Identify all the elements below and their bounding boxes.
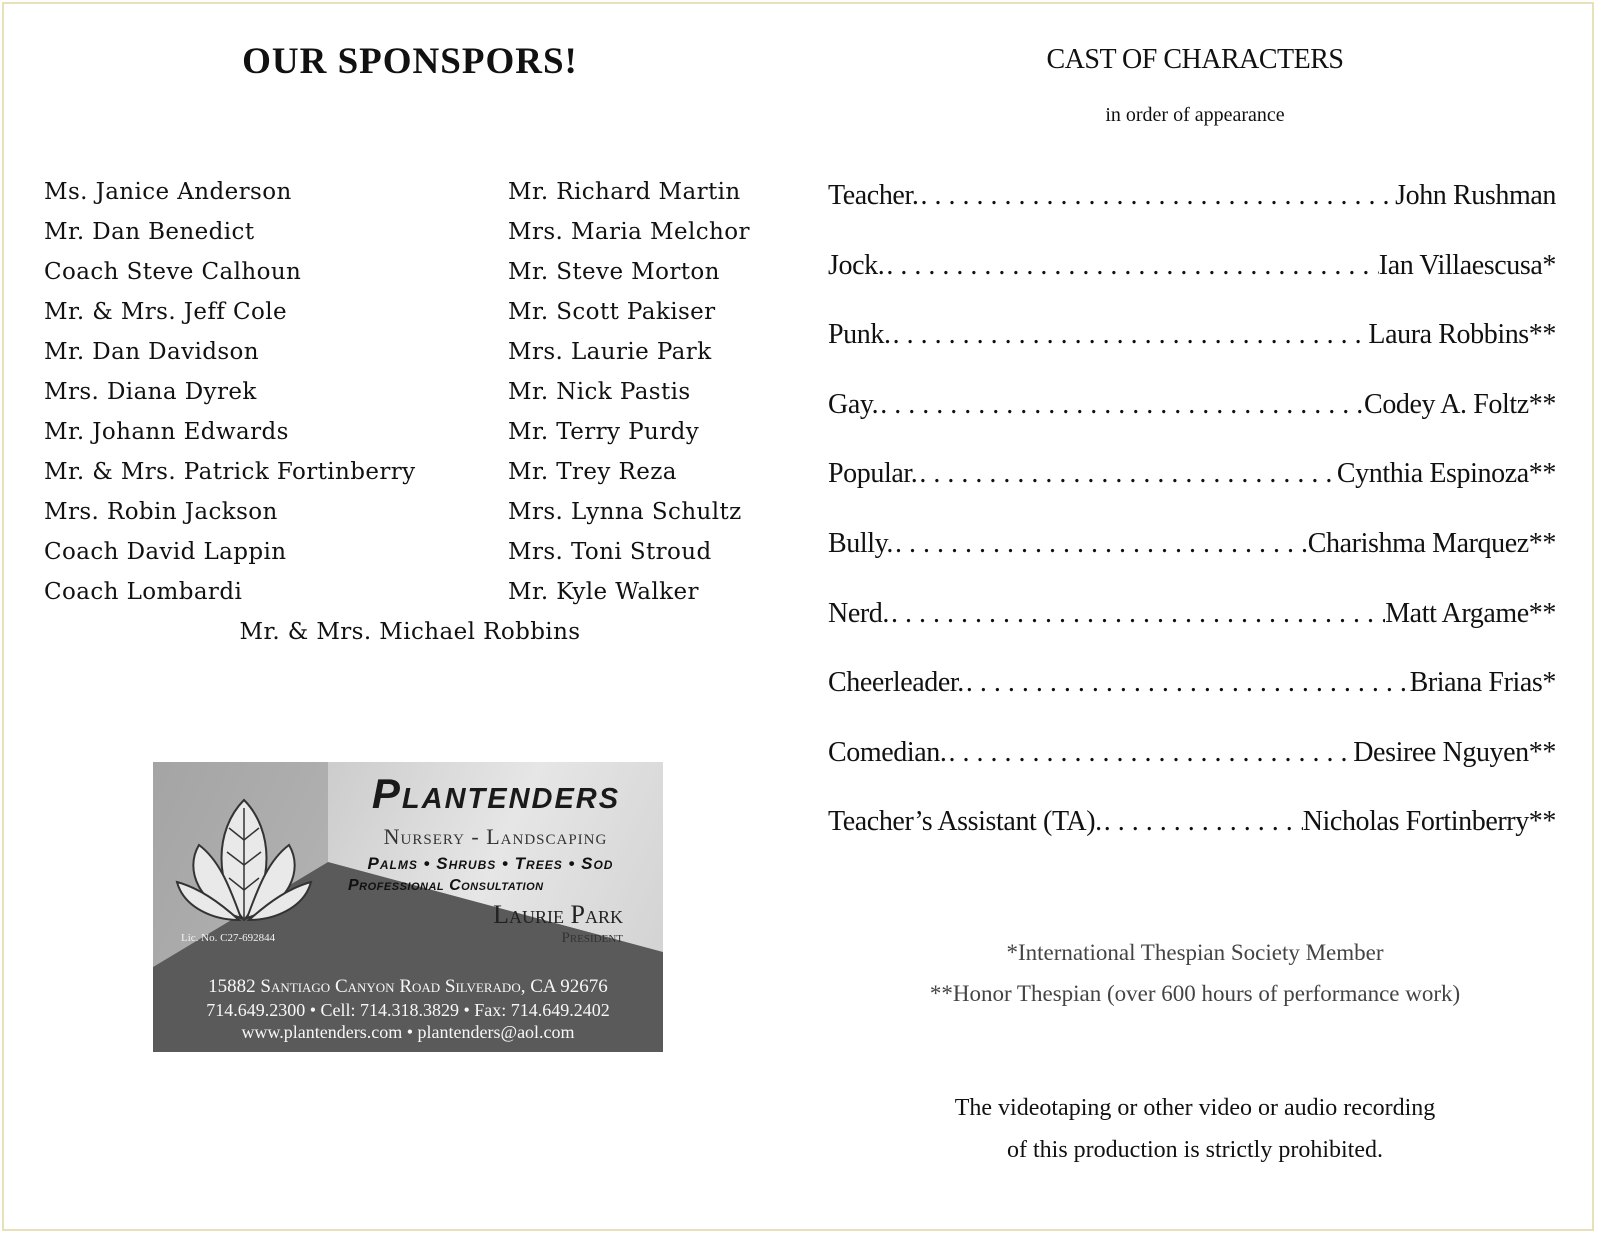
sponsors-list-left <box>44 172 416 612</box>
leaf-logo-icon <box>169 790 319 930</box>
dot-leader <box>884 250 1378 282</box>
card-brand-name: Plantenders <box>371 770 621 817</box>
cast-actor: Matt Argame** <box>1385 597 1556 629</box>
cast-role: Teacher’s Assistant (TA). <box>828 806 1102 838</box>
cast-title: CAST OF CHARACTERS <box>1046 44 1344 75</box>
sponsor-item: Mr. Johann Edwards <box>44 419 289 445</box>
sponsor-item: Mr. Kyle Walker <box>508 579 699 605</box>
dot-leader <box>889 598 1385 630</box>
cast-role: Popular. <box>828 458 918 490</box>
cast-role: Nerd. <box>828 597 889 629</box>
cast-actor: John Rushman <box>1395 180 1556 211</box>
cast-row <box>828 528 1556 598</box>
cast-row <box>828 180 1556 250</box>
dot-leader <box>964 667 1410 699</box>
dot-leader <box>891 319 1369 351</box>
sponsors-list-right <box>508 172 750 612</box>
honor-thespian-note: **Honor Thespian (over 600 hours of performance work) <box>929 981 1461 1006</box>
sponsor-item: Mrs. Laurie Park <box>508 339 712 365</box>
cast-actor: Nicholas Fortinberry** <box>1302 806 1556 838</box>
recording-warning-line1: The videotaping or other video or audio recording <box>954 1095 1436 1121</box>
sponsor-item: Mr. Terry Purdy <box>508 419 700 445</box>
sponsor-item: Ms. Janice Anderson <box>44 179 292 205</box>
card-consultation: Professional Consultation <box>348 877 544 894</box>
sponsor-item: Mr. Nick Pastis <box>508 379 691 405</box>
dot-leader <box>918 180 1395 212</box>
cast-role: Punk. <box>828 319 891 351</box>
sponsor-item: Mr. Dan Benedict <box>44 219 255 245</box>
cast-row <box>828 319 1556 389</box>
sponsor-item-centered: Mr. & Mrs. Michael Robbins <box>239 619 581 645</box>
cast-row <box>828 389 1556 459</box>
sponsor-item: Coach Steve Calhoun <box>44 259 302 285</box>
cast-row <box>828 667 1556 737</box>
card-web: www.plantenders.com • plantenders@aol.com <box>241 1022 575 1042</box>
card-phones: 714.649.2300 • Cell: 714.318.3829 • Fax: 714.649.2402 <box>206 1000 610 1020</box>
dot-leader <box>917 458 1337 490</box>
cast-actor: Desiree Nguyen** <box>1353 736 1556 768</box>
cast-actor: Ian Villaescusa* <box>1378 249 1556 281</box>
sponsor-item: Mr. & Mrs. Patrick Fortinberry <box>44 459 416 485</box>
cast-actor: Briana Frias* <box>1409 667 1556 699</box>
sponsor-item: Mrs. Lynna Schultz <box>508 499 742 525</box>
card-person-name: Laurie Park <box>493 900 623 929</box>
cast-role: Comedian. <box>828 736 947 768</box>
cast-row <box>828 458 1556 528</box>
dot-leader <box>1102 806 1303 838</box>
cast-role: Cheerleader. <box>828 667 964 699</box>
sponsor-item: Mr. Trey Reza <box>508 459 677 485</box>
card-address: 15882 Santiago Canyon Road Silverado, CA 92676 <box>208 976 608 997</box>
sponsor-item: Mr. & Mrs. Jeff Cole <box>44 299 287 325</box>
cast-role: Teacher. <box>828 180 919 211</box>
sponsor-item: Mrs. Maria Melchor <box>508 219 750 245</box>
cast-role: Gay. <box>828 388 879 420</box>
cast-actor: Laura Robbins** <box>1368 319 1556 351</box>
card-license: Lic. No. C27-692844 <box>181 932 276 944</box>
cast-actor: Cynthia Espinoza** <box>1336 458 1556 490</box>
sponsor-item: Mrs. Toni Stroud <box>508 539 712 565</box>
sponsor-item: Mr. Scott Pakiser <box>508 299 716 325</box>
dot-leader <box>947 737 1354 769</box>
cast-row <box>828 598 1556 668</box>
sponsors-title: OUR SPONSPORS! <box>242 41 578 82</box>
card-subtitle: Nursery - Landscaping <box>383 824 608 849</box>
cast-row <box>828 737 1556 807</box>
sponsor-item: Mrs. Diana Dyrek <box>44 379 257 405</box>
cast-row <box>828 250 1556 320</box>
sponsor-item: Coach Lombardi <box>44 579 243 605</box>
cast-subtitle: in order of appearance <box>1105 104 1285 126</box>
card-products: Palms • Shrubs • Trees • Sod <box>367 854 614 873</box>
card-person-role: President <box>561 930 623 946</box>
sponsor-item: Mr. Steve Morton <box>508 259 720 285</box>
dot-leader <box>878 389 1364 421</box>
dot-leader <box>893 528 1308 560</box>
cast-role: Jock. <box>828 249 885 281</box>
sponsor-item: Coach David Lappin <box>44 539 287 565</box>
cast-role: Bully. <box>828 527 894 559</box>
thespian-member-note: *International Thespian Society Member <box>1006 940 1384 965</box>
business-card-ad <box>153 762 663 1052</box>
cast-row <box>828 806 1556 876</box>
recording-warning-line2: of this production is strictly prohibited. <box>1007 1137 1383 1163</box>
sponsor-item: Mr. Dan Davidson <box>44 339 260 365</box>
cast-list <box>828 180 1556 876</box>
cast-actor: Charishma Marquez** <box>1307 527 1556 559</box>
sponsor-item: Mr. Richard Martin <box>508 179 741 205</box>
cast-actor: Codey A. Foltz** <box>1364 388 1556 420</box>
sponsor-item: Mrs. Robin Jackson <box>44 499 278 525</box>
